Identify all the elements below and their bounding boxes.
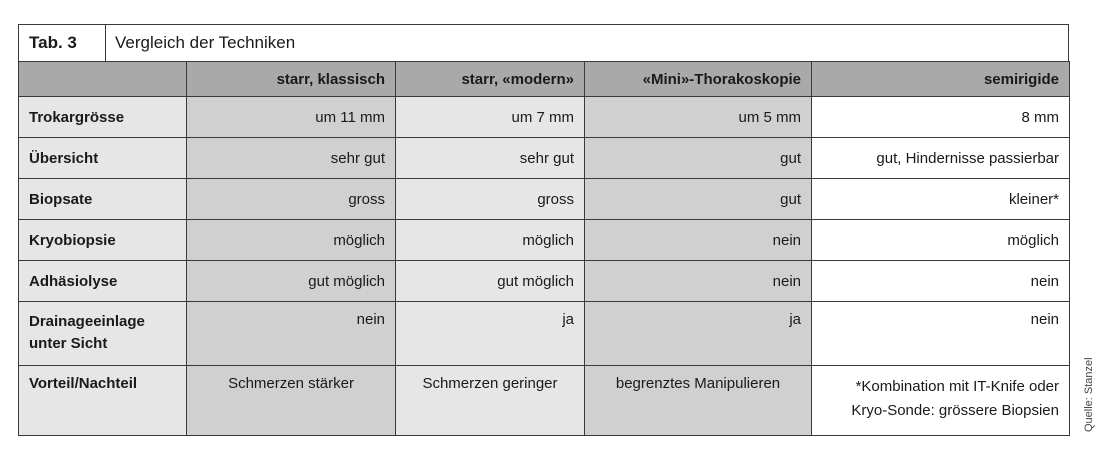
table-cell: möglich (812, 220, 1070, 261)
row-label: Übersicht (19, 138, 187, 179)
cell-line: Kryo-Sonde: grössere Biopsien (851, 402, 1059, 419)
row-label-line: Drainageeinlage (29, 313, 145, 330)
table-row (19, 261, 1070, 302)
column-header (19, 62, 187, 97)
table-cell: ja (396, 302, 585, 366)
row-label: Kryobiopsie (19, 220, 187, 261)
header-row (19, 62, 1070, 97)
column-header: semirigide (812, 62, 1070, 97)
table-cell: gut, Hindernisse passierbar (812, 138, 1070, 179)
comparison-table (18, 61, 1070, 436)
table-cell: Schmerzen stärker (187, 366, 396, 436)
column-header: «Mini»-Thorakoskopie (585, 62, 812, 97)
table-cell: nein (187, 302, 396, 366)
table-cell: gut (585, 179, 812, 220)
table-row (19, 302, 1070, 366)
row-label: Vorteil/Nachteil (19, 366, 187, 436)
table-cell: gross (396, 179, 585, 220)
cell-line: *Kombination mit IT-Knife oder (855, 378, 1059, 395)
row-label (19, 302, 187, 366)
table-cell: möglich (187, 220, 396, 261)
column-header: starr, klassisch (187, 62, 396, 97)
table-cell: nein (812, 261, 1070, 302)
table-cell: um 7 mm (396, 97, 585, 138)
table-row (19, 97, 1070, 138)
table-cell: nein (585, 220, 812, 261)
comparison-table-figure (18, 24, 1069, 436)
table-cell: gut möglich (187, 261, 396, 302)
table-cell: nein (585, 261, 812, 302)
table-cell: sehr gut (187, 138, 396, 179)
row-label: Adhäsiolyse (19, 261, 187, 302)
table-cell: möglich (396, 220, 585, 261)
row-label-line: unter Sicht (29, 335, 108, 352)
table-cell: kleiner* (812, 179, 1070, 220)
table-cell: sehr gut (396, 138, 585, 179)
table-title: Vergleich der Techniken (115, 33, 296, 52)
table-number: Tab. 3 (19, 25, 106, 61)
table-cell: um 11 mm (187, 97, 396, 138)
table-cell: Schmerzen geringer (396, 366, 585, 436)
table-cell: begrenztes Manipulieren (585, 366, 812, 436)
table-cell: nein (812, 302, 1070, 366)
source-credit: Quelle: Stanzel (1083, 357, 1095, 432)
row-label: Biopsate (19, 179, 187, 220)
table-cell: gut möglich (396, 261, 585, 302)
table-cell: gross (187, 179, 396, 220)
table-row (19, 220, 1070, 261)
row-label: Trokargrösse (19, 97, 187, 138)
table-cell: ja (585, 302, 812, 366)
table-cell (812, 366, 1070, 436)
table-cell: 8 mm (812, 97, 1070, 138)
table-cell: gut (585, 138, 812, 179)
column-header: starr, «modern» (396, 62, 585, 97)
table-row (19, 179, 1070, 220)
table-row (19, 138, 1070, 179)
table-cell: um 5 mm (585, 97, 812, 138)
table-title-bar (18, 24, 1069, 61)
table-row (19, 366, 1070, 436)
